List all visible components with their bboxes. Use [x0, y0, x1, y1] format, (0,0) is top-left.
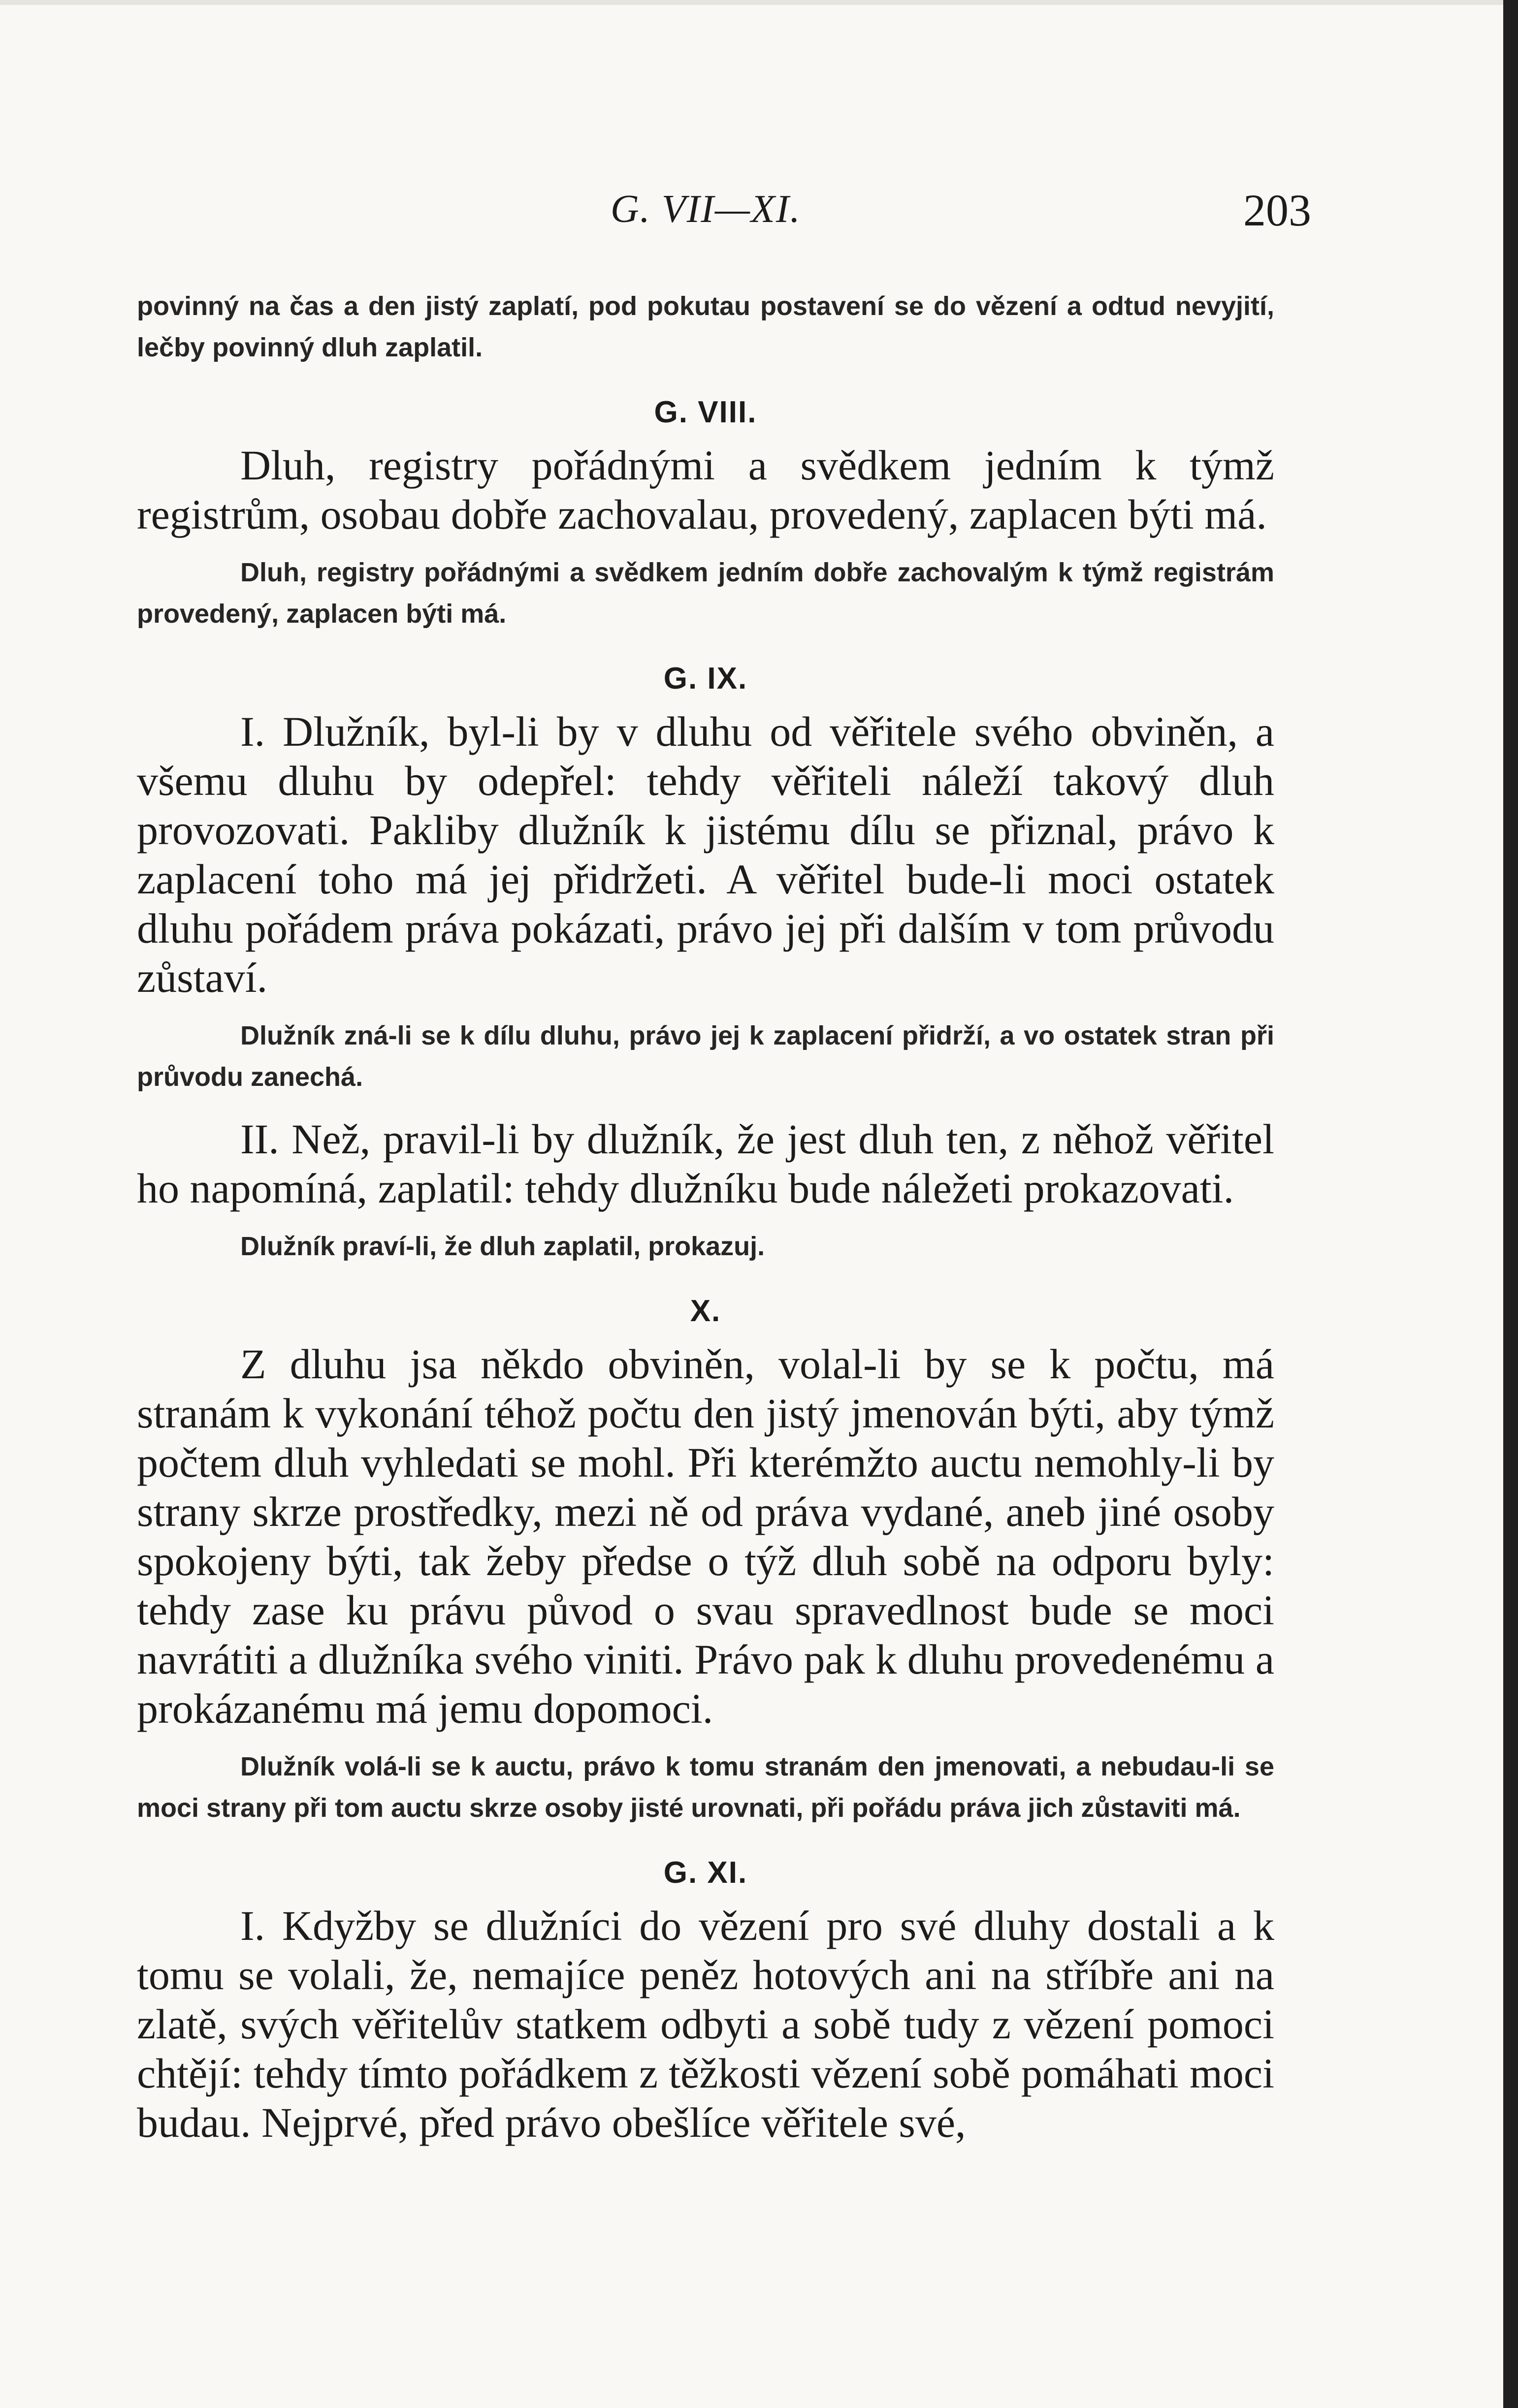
page-number: 203 — [1243, 185, 1311, 235]
section-ix-paragraph-2: II. Než, pravil-li by dlužník, že jest dluh ten, z něhož věřitel ho napomíná, zaplatil: tehdy dlužníku bude náležeti prokazovati. — [137, 1115, 1274, 1212]
section-ix-paragraph-1: I. Dlužník, byl-li by v dluhu od věřitele svého obviněn, a všemu dluhu by odepřel: tehdy věřiteli náleží takový dluh provozovati. Pakliby dlužník k jistému dílu se přiznal, právo k zaplacení toho má jej přidržeti. A věřitel bude-li moci ostatek dluhu pořádem práva pokázati, právo jej při dalším v tom průvodu zůstaví. — [137, 708, 1274, 1001]
section-heading-xi: G. XI. — [663, 1856, 748, 1890]
continued-summary: povinný na čas a den jistý zaplatí, pod pokutau postavení se do vězení a odtud nevyjití, lečby povinný dluh zaplatil. — [137, 291, 1274, 362]
section-heading-x: X. — [690, 1294, 721, 1328]
scan-edge-top — [0, 0, 1518, 5]
scan-edge-right — [1503, 0, 1518, 2408]
section-heading-viii: G. VIII. — [654, 395, 757, 429]
page-header — [611, 185, 1311, 241]
section-viii-text: Dluh, registry pořádnými a svědkem jedním k týmž registrům, osobau dobře zachovalau, provedený, zaplacen býti má. — [137, 442, 1274, 538]
section-x-summary: Dlužník volá-li se k auctu, právo k tomu stranám den jmenovati, a nebudau-li se moci strany při tom auctu skrze osoby jisté urovnati, při pořádu práva jich zůstaviti má. — [137, 1752, 1274, 1823]
section-heading-ix: G. IX. — [663, 662, 748, 696]
section-x-text: Z dluhu jsa někdo obviněn, volal-li by se k počtu, má stranám k vykonání téhož počtu den jistý jmenován býti, aby týmž počtem dluh vyhledati se mohl. Při kterémžto auctu nemohly-li by strany skrze prostředky, mezi ně od práva vydané, aneb jiné osoby spokojeny býti, tak žeby předse o týž dluh sobě na odporu byly: tehdy zase ku právu původ o svau spravedlnost bude se moci navrátiti a dlužníka svého viniti. Právo pak k dluhu provedenému a prokázanému má jemu dopomoci. — [137, 1340, 1274, 1732]
running-head: G. VII—XI. — [611, 188, 801, 231]
page-body — [137, 285, 1274, 2160]
section-xi-paragraph-1: I. Kdyžby se dlužníci do vězení pro své dluhy dostali a k tomu se volali, že, nemajíce peněz hotových ani na stříbře ani na zlatě, svých věřitelův statkem odbyti a sobě tudy z vězení pomoci chtějí: tehdy tímto pořádkem z těžkosti vězení sobě pomáhati moci budau. Nejprvé, před právo obešlíce věřitele své, — [137, 1902, 1274, 2146]
section-ix-summary-2: Dlužník praví-li, že dluh zaplatil, prokazuj. — [240, 1232, 765, 1261]
section-viii-summary: Dluh, registry pořádnými a svědkem jedním dobře zachovalým k týmž registrám provedený, zaplacen býti má. — [137, 558, 1274, 629]
section-ix-summary-1: Dlužník zná-li se k dílu dluhu, právo jej k zaplacení přidrží, a vo ostatek stran při průvodu zanechá. — [137, 1021, 1274, 1092]
